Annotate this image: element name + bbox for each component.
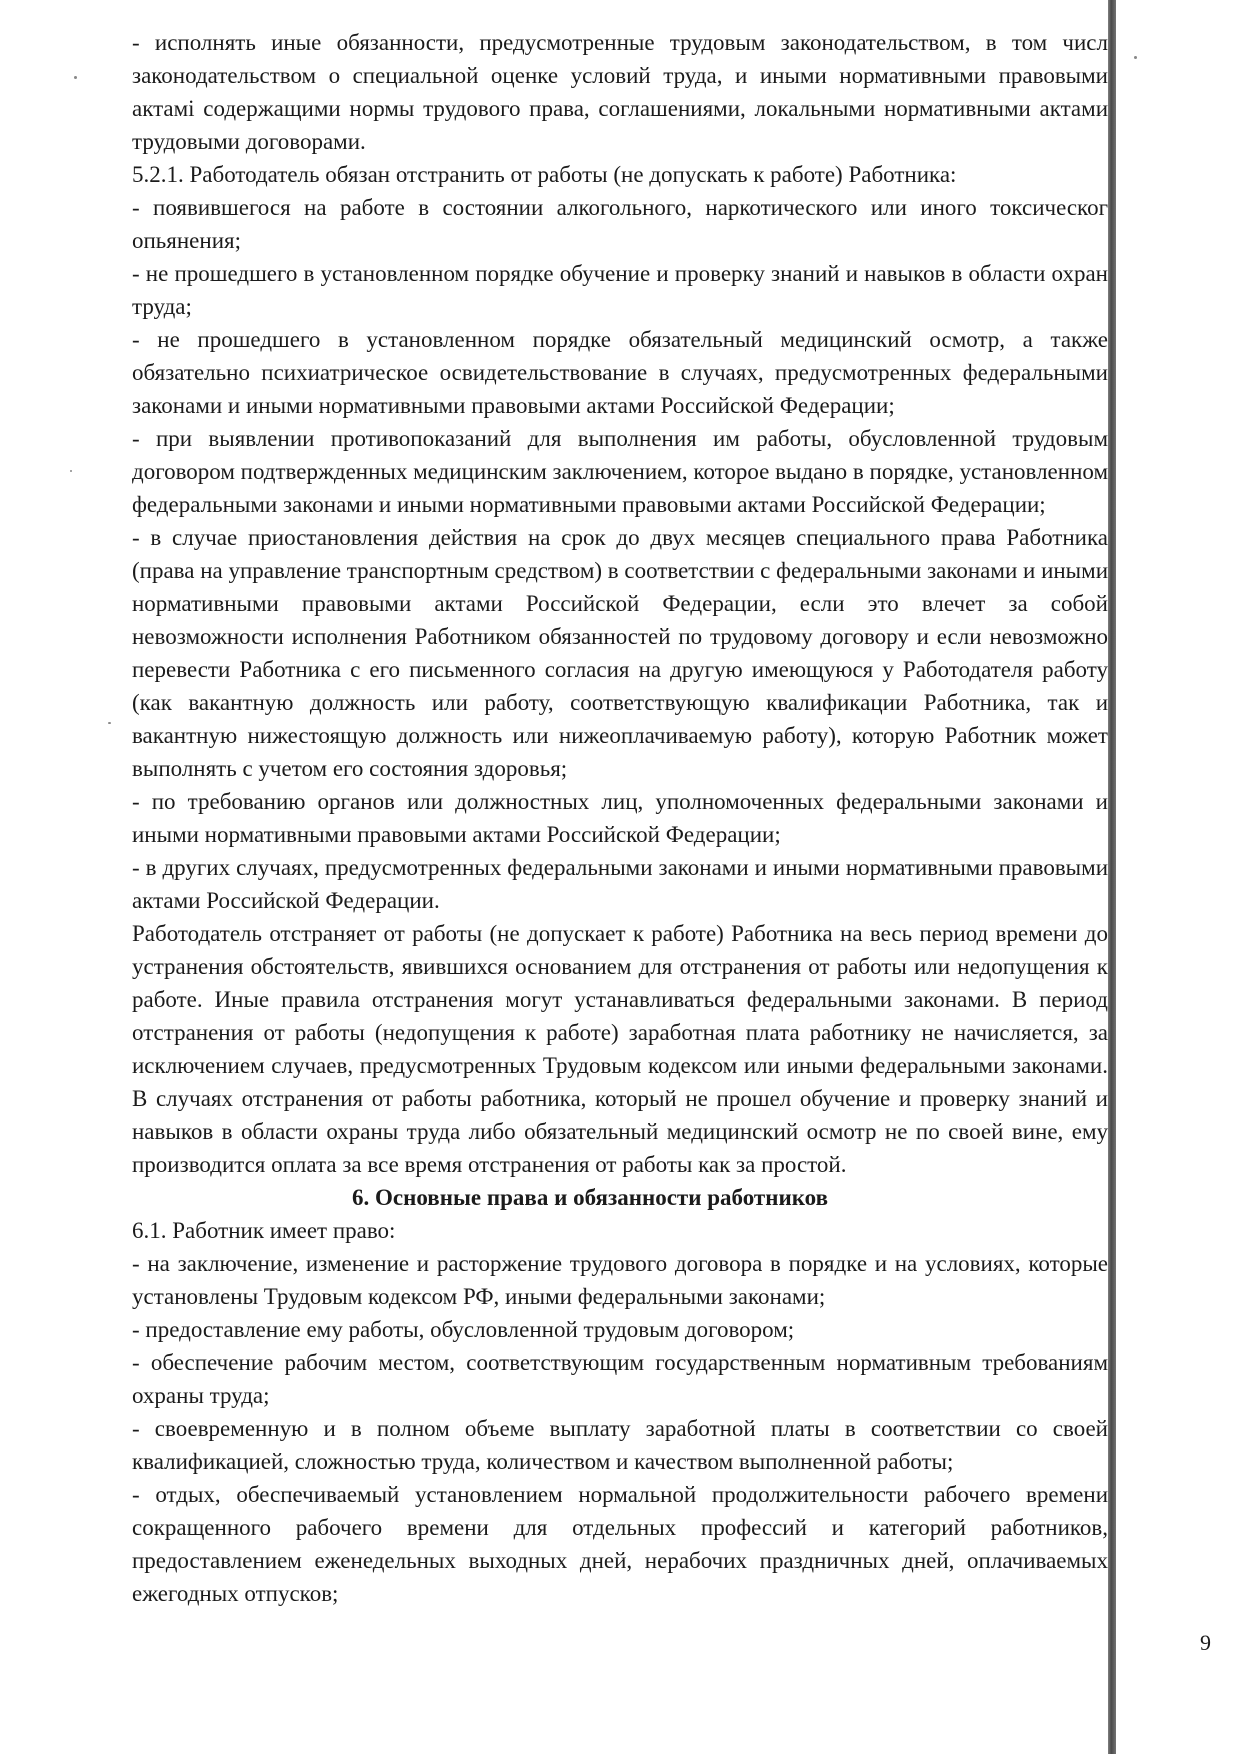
paragraph: - не прошедшего в установленном порядке обязательный медицинский осмотр, а также обязательно психиатрическое освидетельствование в случаях, предусмотренных федеральными законами и иными нормативными правовыми актами Российской Федерации;: [132, 327, 1108, 418]
document-body: [132, 26, 1108, 1610]
paragraph: - в других случаях, предусмотренных федеральными законами и иными нормативными правовыми актами Российской Федерации.: [132, 855, 1108, 913]
paragraph: - обеспечение рабочим местом, соответствующим государственным нормативным требованиям охраны труда;: [132, 1350, 1108, 1408]
paragraph: - по требованию органов или должностных лиц, уполномоченных федеральными законами и иными нормативными правовыми актами Российской Федерации;: [132, 789, 1108, 847]
scan-speck: [108, 722, 111, 724]
paragraph: - отдых, обеспечиваемый установлением нормальной продолжительности рабочего времени сокращенного рабочего времени для отдельных профессий и категорий работников, предоставлением еженедельных выходных дней, нерабочих праздничных дней, оплачиваемых ежегодных отпусков;: [132, 1482, 1108, 1606]
paragraph: - при выявлении противопоказаний для выполнения им работы, обусловленной трудовым договором подтвержденных медицинским заключением, которое выдано в порядке, установленном федеральными законами и иными нормативными правовыми актами Российской Федерации;: [132, 426, 1108, 517]
paragraph: 5.2.1. Работодатель обязан отстранить от работы (не допускать к работе) Работника:: [132, 162, 957, 187]
paragraph: - предоставление ему работы, обусловленной трудовым договором;: [132, 1317, 795, 1342]
paragraph: - в случае приостановления действия на срок до двух месяцев специального права Работника (права на управление транспортным средством) в соответствии с федеральными законами и иными нормативными правовыми актами Российской Федерации, если это влечет за собой невозможности исполнения Работником обязанностей по трудовому договору и если невозможно перевести Работника с его письменного согласия на другую имеющуюся у Работодателя работу (как вакантную должность или работу, соответствующую квалификации Работника, так и вакантную нижестоящую должность или нижеоплачиваемую работу), которую Работник может выполнять с учетом его состояния здоровья;: [132, 525, 1108, 781]
section-heading: 6. Основные права и обязанности работников: [352, 1185, 828, 1210]
page-number: 9: [1200, 1630, 1211, 1655]
paragraph: Работодатель отстраняет от работы (не допускает к работе) Работника на весь период времени до устранения обстоятельств, явившихся основанием для отстранения от работы или недопущения к работе. Иные правила отстранения могут устанавливаться федеральными законами. В период отстранения от работы (недопущения к работе) заработная плата работнику не начисляется, за исключением случаев, предусмотренных Трудовым кодексом или иными федеральными законами. В случаях отстранения от работы работника, который не прошел обучение и проверку знаний и навыков в области охраны труда либо обязательный медицинский осмотр не по своей вине, ему производится оплата за все время отстранения от работы как за простой.: [132, 921, 1108, 1177]
scan-speck: [74, 76, 77, 79]
scan-speck: [1134, 56, 1137, 59]
paragraph: - исполнять иные обязанности, предусмотренные трудовым законодательством, в том числ законодательством о специальной оценке условий труда, и иными нормативными правовыми актамі содержащими нормы трудового права, соглашениями, локальными нормативными актами трудовыми договорами.: [132, 30, 1108, 154]
scan-speck: [70, 470, 72, 472]
scan-artifact-bar: [1108, 0, 1116, 1754]
paragraph: - своевременную и в полном объеме выплату заработной платы в соответствии со своей квалификацией, сложностью труда, количеством и качеством выполненной работы;: [132, 1416, 1108, 1474]
paragraph: 6.1. Работник имеет право:: [132, 1218, 396, 1243]
paragraph: - на заключение, изменение и расторжение трудового договора в порядке и на условиях, которые установлены Трудовым кодексом РФ, иными федеральными законами;: [132, 1251, 1108, 1309]
paragraph: - появившегося на работе в состоянии алкогольного, наркотического или иного токсическог опьянения;: [132, 195, 1108, 253]
paragraph: - не прошедшего в установленном порядке обучение и проверку знаний и навыков в области охран труда;: [132, 261, 1108, 319]
